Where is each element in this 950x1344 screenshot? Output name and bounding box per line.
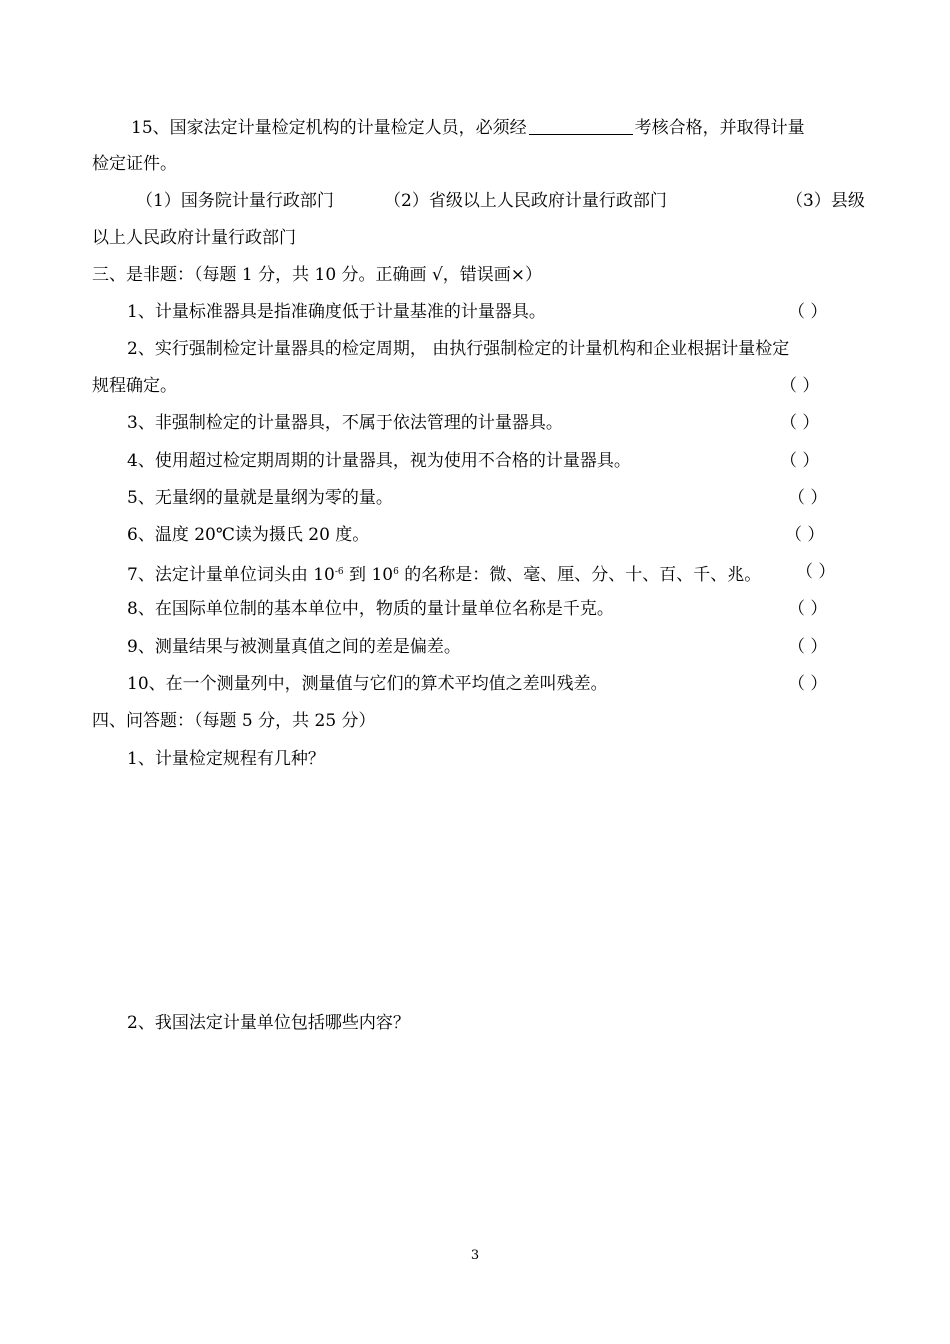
page-number: 3 xyxy=(470,1248,480,1263)
q15-option-3-cont: 以上人民政府计量行政部门 xyxy=(92,228,296,248)
q15-text-post: 考核合格，并取得计量 xyxy=(634,118,805,138)
section3-heading: 三、是非题：（每题 1 分，共 10 分。正确画 √，错误画×） xyxy=(92,265,543,285)
tf-item-2-cont: 规程确定。 xyxy=(92,376,177,396)
tf-item-5: 5、无量纲的量就是量纲为零的量。 xyxy=(127,488,393,508)
tf-answer-10[interactable]: （ ） xyxy=(788,674,828,694)
tf-item-9: 9、测量结果与被测量真值之间的差是偏差。 xyxy=(127,637,461,657)
tf-answer-1[interactable]: （ ） xyxy=(788,302,828,322)
tf-item-7: 7、法定计量单位词头由 $10^{-6}$ 到 $10^6$ 的名称是：微、毫、厘、分、十、百、千、兆。 xyxy=(127,565,762,585)
tf-answer-2[interactable]: （ ） xyxy=(780,376,820,396)
qa-answer-area-1[interactable] xyxy=(92,780,862,1000)
tf-answer-6[interactable]: （ ） xyxy=(785,525,825,545)
q15-line2: 检定证件。 xyxy=(92,154,177,174)
q15-option-1: （1）国务院计量行政部门 xyxy=(136,191,334,211)
q15-answer-blank[interactable] xyxy=(529,116,633,135)
tf-item-2: 2、实行强制检定计量器具的检定周期， 由执行强制检定的计量机构和企业根据计量检定 xyxy=(127,339,790,359)
tf-answer-8[interactable]: （ ） xyxy=(788,599,828,619)
tf-item-6: 6、温度 20℃读为摄氏 20 度。 xyxy=(127,525,370,545)
q15-text-pre: 15、国家法定计量检定机构的计量检定人员，必须经 xyxy=(131,118,527,138)
tf-item-8: 8、在国际单位制的基本单位中，物质的量计量单位名称是千克。 xyxy=(127,599,614,619)
q15-option-3: （3）县级 xyxy=(786,191,865,211)
tf-item-4: 4、使用超过检定期周期的计量器具，视为使用不合格的计量器具。 xyxy=(127,451,631,471)
tf-answer-9[interactable]: （ ） xyxy=(788,637,828,657)
section4-heading: 四、问答题：（每题 5 分，共 25 分） xyxy=(92,711,376,731)
tf-answer-3[interactable]: （ ） xyxy=(780,413,820,433)
tf-answer-5[interactable]: （ ） xyxy=(788,488,828,508)
tf-item-1: 1、计量标准器具是指准确度低于计量基准的计量器具。 xyxy=(127,302,546,322)
qa-answer-area-2[interactable] xyxy=(92,1045,862,1225)
qa-question-2: 2、我国法定计量单位包括哪些内容？ xyxy=(127,1013,410,1033)
qa-question-1: 1、计量检定规程有几种？ xyxy=(127,749,325,769)
tf-answer-7[interactable]: （ ） xyxy=(796,562,836,582)
tf-item-3: 3、非强制检定的计量器具，不属于依法管理的计量器具。 xyxy=(127,413,563,433)
tf-answer-4[interactable]: （ ） xyxy=(780,451,820,471)
q15-option-2: （2）省级以上人民政府计量行政部门 xyxy=(384,191,667,211)
tf-item-10: 10、在一个测量列中，测量值与它们的算术平均值之差叫残差。 xyxy=(127,674,608,694)
q15-line1 xyxy=(131,116,805,139)
